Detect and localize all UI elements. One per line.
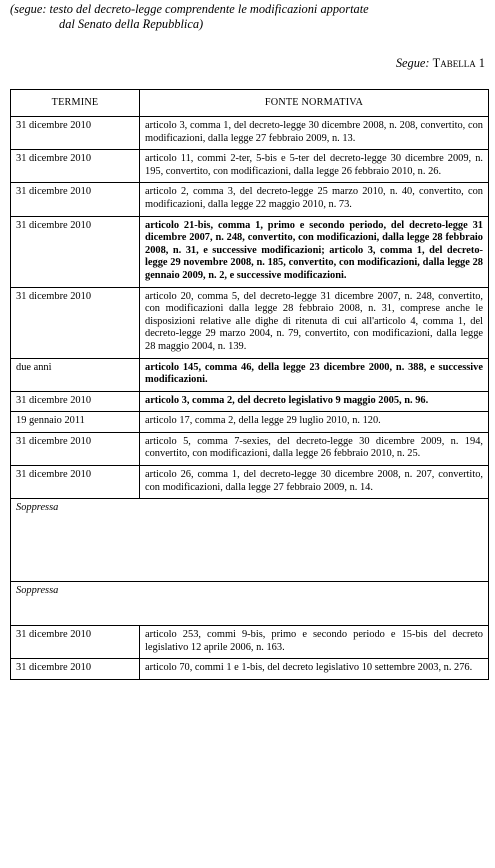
continuation-label [396,56,485,71]
table-row [11,150,489,183]
fonte-cell: articolo 17, comma 2, della legge 29 luglio 2010, n. 120. [140,412,489,433]
suppressed-cell: Soppressa [11,499,489,582]
table-row [11,391,489,412]
termine-cell: 31 dicembre 2010 [11,626,140,659]
termine-cell: 31 dicembre 2010 [11,150,140,183]
fonte-cell: articolo 145, comma 46, della legge 23 dicembre 2000, n. 388, e successive modificazioni. [140,358,489,391]
table-row [11,117,489,150]
termine-cell: 31 dicembre 2010 [11,183,140,216]
segue-word: Segue: [395,56,430,70]
termine-cell: 31 dicembre 2010 [11,659,140,680]
fonte-cell: articolo 11, commi 2-ter, 5-bis e 5-ter del decreto-legge 30 dicembre 2009, n. 195, convertito, con modificazioni, dalla legge 26 febbraio 2010, n. 26. [140,150,489,183]
table-row [11,287,489,358]
table-row [11,216,489,287]
fonte-cell: articolo 3, comma 1, del decreto-legge 30 dicembre 2008, n. 208, convertito, con modificazioni, dalla legge 27 febbraio 2009, n. 13. [140,117,489,150]
fonte-cell: articolo 5, comma 7-sexies, del decreto-legge 30 dicembre 2009, n. 194, convertito, con modificazioni, dalla legge 26 febbraio 2010, n. 25. [140,432,489,465]
table-row [11,659,489,680]
table-row [11,358,489,391]
column-header-fonte: FONTE NORMATIVA [140,90,489,117]
table-row [11,432,489,465]
fonte-cell: articolo 20, comma 5, del decreto-legge 31 dicembre 2007, n. 248, convertito, con modificazioni dalla legge 28 febbraio 2008, n. 31, comprese anche le disposizioni relative alle dighe di ritenuta di cui all'articolo 4, comma 1, del decreto-legge 29 marzo 2004, n. 79, convertito, con modificazioni, dalla legge 28 maggio 2004, n. 139. [140,287,489,358]
termine-cell: 31 dicembre 2010 [11,287,140,358]
termine-cell: 31 dicembre 2010 [11,216,140,287]
table-row [11,626,489,659]
termine-cell: 19 gennaio 2011 [11,412,140,433]
fonte-cell: articolo 26, comma 1, del decreto-legge 30 dicembre 2008, n. 207, convertito, con modificazioni, dalla legge 27 febbraio 2009, n. 14. [140,466,489,499]
table-row [11,466,489,499]
table-row [11,412,489,433]
column-header-termine: TERMINE [11,90,140,117]
termine-cell: due anni [11,358,140,391]
fonte-cell: articolo 253, commi 9-bis, primo e secondo periodo e 15-bis del decreto legislativo 12 aprile 2006, n. 163. [140,626,489,659]
fonte-cell: articolo 70, commi 1 e 1-bis, del decreto legislativo 10 settembre 2003, n. 276. [140,659,489,680]
table-row [11,183,489,216]
page-header-note [10,2,488,32]
fonte-cell: articolo 2, comma 3, del decreto-legge 25 marzo 2010, n. 40, convertito, con modificazioni, dalla legge 22 maggio 2010, n. 73. [140,183,489,216]
termine-cell: 31 dicembre 2010 [11,391,140,412]
termine-cell: 31 dicembre 2010 [11,432,140,465]
suppressed-row [11,499,489,582]
suppressed-row [11,582,489,626]
header-line-1: (segue: testo del decreto-legge comprendente le modificazioni apportate [10,2,369,16]
termine-cell: 31 dicembre 2010 [11,117,140,150]
suppressed-cell: Soppressa [11,582,489,626]
fonte-cell: articolo 21-bis, comma 1, primo e secondo periodo, del decreto-legge 31 dicembre 2007, n. 248, convertito, con modificazioni, dalla legge 28 febbraio 2008, n. 31, e successive modificazioni; articolo 3, comma 1, del decreto-legge 29 novembre 2008, n. 185, convertito, con modificazioni, dalla legge 28 gennaio 2009, n. 2, e successive modificazioni. [140,216,489,287]
norm-table [10,89,489,680]
termine-cell: 31 dicembre 2010 [11,466,140,499]
header-line-2: dal Senato della Repubblica) [59,17,204,31]
table-name: Tabella 1 [432,56,485,70]
fonte-cell: articolo 3, comma 2, del decreto legislativo 9 maggio 2005, n. 96. [140,391,489,412]
table-header-row [11,90,489,117]
